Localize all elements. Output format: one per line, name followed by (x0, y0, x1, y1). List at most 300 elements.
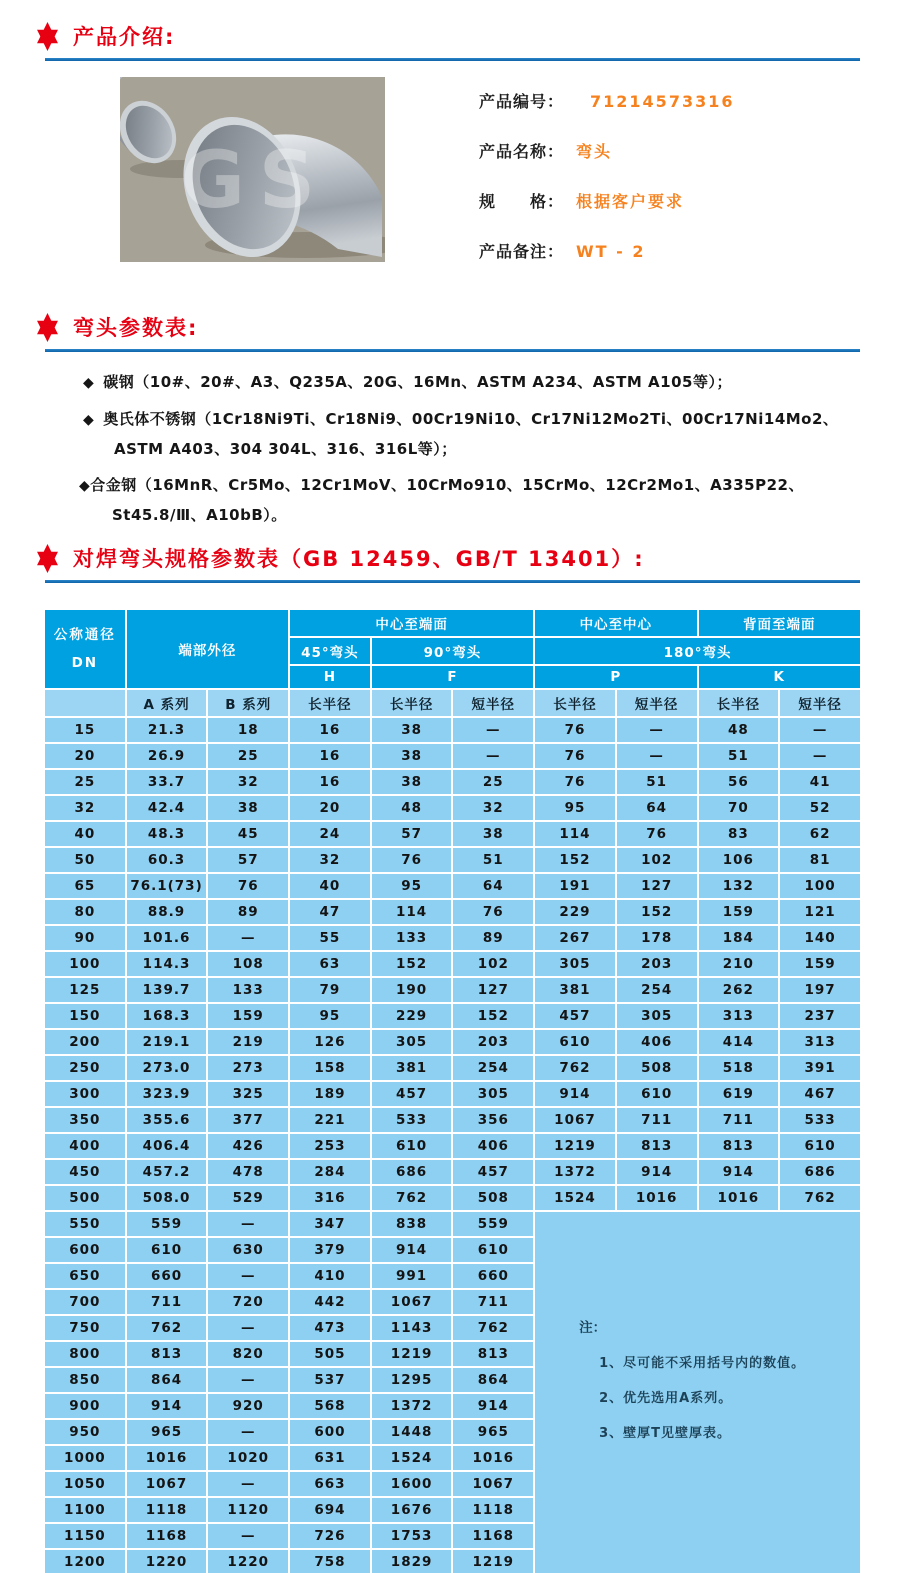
spec-cell: 89 (453, 926, 533, 950)
spec-cell: 610 (617, 1082, 697, 1106)
materials-list (62, 368, 857, 530)
spec-cell: 379 (290, 1238, 370, 1262)
spec-cell: 62 (780, 822, 860, 846)
spec-cell: 900 (45, 1394, 125, 1418)
spec-cell: 313 (780, 1030, 860, 1054)
header-h: H (290, 666, 370, 688)
spec-cell: 726 (290, 1524, 370, 1548)
spec-cell: 864 (127, 1368, 207, 1392)
spec-cell: 305 (617, 1004, 697, 1028)
spec-section-header (34, 540, 909, 576)
spec-cell: 237 (780, 1004, 860, 1028)
header-back-to-end: 背面至端面 (699, 610, 861, 636)
spec-cell: 1372 (372, 1394, 452, 1418)
spec-cell: 100 (45, 952, 125, 976)
field-value: 71214573316 (590, 92, 735, 111)
spec-cell: 184 (699, 926, 779, 950)
field-spec (479, 189, 734, 212)
spec-cell: 210 (699, 952, 779, 976)
spec-cell: 79 (290, 978, 370, 1002)
spec-cell: 1016 (127, 1446, 207, 1470)
header-end-outer-diameter: 端部外径 (127, 610, 288, 688)
spec-cell: 88.9 (127, 900, 207, 924)
spec-cell: — (208, 1368, 288, 1392)
header-180-elbow: 180°弯头 (535, 638, 860, 664)
spec-cell: 813 (699, 1134, 779, 1158)
spec-cell: 537 (290, 1368, 370, 1392)
spec-cell: 70 (699, 796, 779, 820)
spec-cell: 25 (45, 770, 125, 794)
spec-cell: 457.2 (127, 1160, 207, 1184)
spec-cell: 381 (535, 978, 615, 1002)
table-row (45, 1108, 860, 1132)
spec-cell: 26.9 (127, 744, 207, 768)
spec-cell: 1067 (372, 1290, 452, 1314)
spec-cell: 48 (699, 718, 779, 742)
spec-cell: 189 (290, 1082, 370, 1106)
spec-cell: 15 (45, 718, 125, 742)
spec-cell: 457 (453, 1160, 533, 1184)
spec-cell: 356 (453, 1108, 533, 1132)
note-item: 1、尽可能不采用括号内的数值。 (599, 1355, 806, 1371)
spec-cell: 229 (535, 900, 615, 924)
spec-cell: 750 (45, 1316, 125, 1340)
table-row (45, 610, 860, 636)
intro-section-header (34, 18, 909, 54)
subheader-series-a: A 系列 (127, 690, 207, 716)
spec-cell: 127 (453, 978, 533, 1002)
spec-cell: 650 (45, 1264, 125, 1288)
spec-cell: 191 (535, 874, 615, 898)
spec-cell: 508 (453, 1186, 533, 1210)
spec-cell: 203 (617, 952, 697, 976)
spec-cell: 720 (208, 1290, 288, 1314)
spec-cell: 508.0 (127, 1186, 207, 1210)
spec-cell: 41 (780, 770, 860, 794)
note-item: 2、优先选用A系列。 (599, 1390, 733, 1406)
spec-cell: 1220 (208, 1550, 288, 1573)
spec-cell: 533 (372, 1108, 452, 1132)
spec-cell: 610 (372, 1134, 452, 1158)
spec-cell: 150 (45, 1004, 125, 1028)
spec-cell: 95 (535, 796, 615, 820)
spec-cell: 1067 (127, 1472, 207, 1496)
spec-cell: 20 (290, 796, 370, 820)
spec-cell: 762 (127, 1316, 207, 1340)
spec-cell: 1168 (127, 1524, 207, 1548)
table-row (45, 1004, 860, 1028)
spec-cell: 568 (290, 1394, 370, 1418)
spec-cell: 267 (535, 926, 615, 950)
spec-cell: 152 (372, 952, 452, 976)
material-item-stainless-steel (62, 405, 857, 464)
spec-cell: 920 (208, 1394, 288, 1418)
spec-cell: 559 (127, 1212, 207, 1236)
spec-cell: 24 (290, 822, 370, 846)
spec-cell: 273.0 (127, 1056, 207, 1080)
spec-cell: 347 (290, 1212, 370, 1236)
spec-cell: 762 (780, 1186, 860, 1210)
spec-cell: 450 (45, 1160, 125, 1184)
spec-cell: 32 (453, 796, 533, 820)
spec-cell: 991 (372, 1264, 452, 1288)
spec-cell: 914 (127, 1394, 207, 1418)
table-row (45, 690, 860, 716)
spec-cell: 25 (208, 744, 288, 768)
spec-table-body (45, 610, 860, 1573)
header-center-to-center: 中心至中心 (535, 610, 696, 636)
spec-cell: 108 (208, 952, 288, 976)
spec-cell: 1120 (208, 1498, 288, 1522)
spec-cell: — (453, 744, 533, 768)
spec-cell: 45 (208, 822, 288, 846)
field-product-name (479, 139, 734, 162)
spec-cell: 253 (290, 1134, 370, 1158)
spec-cell: 559 (453, 1212, 533, 1236)
spec-cell: 610 (127, 1238, 207, 1262)
red-star-icon (34, 313, 61, 342)
subheader-long-radius: 长半径 (535, 690, 615, 716)
field-value: 弯头 (576, 142, 613, 161)
spec-cell: 83 (699, 822, 779, 846)
spec-cell: 38 (208, 796, 288, 820)
spec-cell: 762 (535, 1056, 615, 1080)
spec-cell: 457 (372, 1082, 452, 1106)
spec-cell: 1016 (453, 1446, 533, 1470)
subheader-empty (45, 690, 125, 716)
spec-cell: 197 (780, 978, 860, 1002)
spec-cell: 1100 (45, 1498, 125, 1522)
spec-cell: 478 (208, 1160, 288, 1184)
spec-cell: 762 (453, 1316, 533, 1340)
spec-cell: 1295 (372, 1368, 452, 1392)
spec-cell: 426 (208, 1134, 288, 1158)
spec-cell: 313 (699, 1004, 779, 1028)
spec-cell: 1020 (208, 1446, 288, 1470)
spec-cell: 1143 (372, 1316, 452, 1340)
header-p: P (535, 666, 696, 688)
spec-cell: 273 (208, 1056, 288, 1080)
spec-cell: 508 (617, 1056, 697, 1080)
spec-cell: 1220 (127, 1550, 207, 1573)
spec-cell: 114 (535, 822, 615, 846)
spec-cell: 159 (699, 900, 779, 924)
spec-cell: 758 (290, 1550, 370, 1573)
spec-cell: 76 (208, 874, 288, 898)
spec-cell: 168.3 (127, 1004, 207, 1028)
spec-cell: 686 (372, 1160, 452, 1184)
spec-cell: 38 (372, 718, 452, 742)
spec-cell: 660 (127, 1264, 207, 1288)
section-divider (45, 58, 860, 61)
spec-cell: 533 (780, 1108, 860, 1132)
subheader-long-radius: 长半径 (699, 690, 779, 716)
spec-cell: 813 (617, 1134, 697, 1158)
spec-cell: 406 (453, 1134, 533, 1158)
spec-cell: 76 (372, 848, 452, 872)
spec-cell: 52 (780, 796, 860, 820)
spec-cell: 33.7 (127, 770, 207, 794)
spec-cell: 38 (372, 770, 452, 794)
spec-cell: 391 (780, 1056, 860, 1080)
spec-cell: 32 (208, 770, 288, 794)
subheader-long-radius: 长半径 (290, 690, 370, 716)
spec-cell: 410 (290, 1264, 370, 1288)
spec-cell: 305 (372, 1030, 452, 1054)
table-row (45, 952, 860, 976)
spec-cell: 1118 (127, 1498, 207, 1522)
spec-cell: — (453, 718, 533, 742)
spec-cell: 76 (535, 770, 615, 794)
spec-cell: 32 (45, 796, 125, 820)
spec-cell: — (780, 744, 860, 768)
spec-cell: 57 (372, 822, 452, 846)
spec-cell: 133 (372, 926, 452, 950)
material-text: 碳钢（10#、20#、A3、Q235A、20G、16Mn、ASTM A234、ASTM A105等）； (103, 373, 732, 391)
table-row (45, 1134, 860, 1158)
spec-cell: 95 (290, 1004, 370, 1028)
spec-cell: 89 (208, 900, 288, 924)
spec-cell: 50 (45, 848, 125, 872)
spec-cell: 76 (535, 744, 615, 768)
product-fields (479, 77, 734, 289)
spec-cell: 686 (780, 1160, 860, 1184)
header-center-to-end: 中心至端面 (290, 610, 533, 636)
spec-cell: 47 (290, 900, 370, 924)
spec-cell: — (208, 1420, 288, 1444)
spec-cell: 48.3 (127, 822, 207, 846)
spec-cell: 1150 (45, 1524, 125, 1548)
spec-table (43, 608, 862, 1573)
spec-cell: 40 (290, 874, 370, 898)
spec-cell: 133 (208, 978, 288, 1002)
spec-cell: 139.7 (127, 978, 207, 1002)
spec-cell: 178 (617, 926, 697, 950)
subheader-short-radius: 短半径 (617, 690, 697, 716)
table-row (45, 978, 860, 1002)
header-f: F (372, 666, 533, 688)
table-notes (535, 1212, 860, 1573)
table-row (45, 796, 860, 820)
spec-cell: 838 (372, 1212, 452, 1236)
spec-cell: 40 (45, 822, 125, 846)
product-photo (120, 77, 385, 262)
diamond-bullet-icon: ◆ (83, 375, 95, 391)
notes-title: 注： (579, 1319, 607, 1336)
spec-cell: 254 (453, 1056, 533, 1080)
spec-cell: 56 (699, 770, 779, 794)
table-row (45, 1056, 860, 1080)
spec-cell: 16 (290, 770, 370, 794)
spec-cell: 305 (535, 952, 615, 976)
material-text: 合金钢（16MnR、Cr5Mo、12Cr1MoV、10CrMo910、15CrMo、12Cr2Mo1、A335P22、St45.8/Ⅲ、A10bB）。 (90, 476, 804, 524)
photo-watermark: GS (180, 136, 330, 226)
spec-cell: 16 (290, 744, 370, 768)
material-item-carbon-steel (62, 368, 857, 398)
material-item-alloy-steel (62, 471, 857, 530)
spec-cell: 76.1(73) (127, 874, 207, 898)
spec-cell: 800 (45, 1342, 125, 1366)
spec-cell: 65 (45, 874, 125, 898)
spec-cell: 38 (453, 822, 533, 846)
spec-cell: 1016 (617, 1186, 697, 1210)
spec-cell: 850 (45, 1368, 125, 1392)
spec-cell: 132 (699, 874, 779, 898)
spec-cell: — (208, 1524, 288, 1548)
spec-cell: 965 (127, 1420, 207, 1444)
spec-cell: 102 (617, 848, 697, 872)
spec-cell: 700 (45, 1290, 125, 1314)
spec-cell: 610 (453, 1238, 533, 1262)
spec-cell: 529 (208, 1186, 288, 1210)
material-text: 奥氏体不锈钢（1Cr18Ni9Ti、Cr18Ni9、00Cr19Ni10、Cr17Ni12Mo2Ti、00Cr17Ni14Mo2、ASTM A403、304 304L、316、316L等）； (103, 410, 839, 458)
spec-cell: 1219 (453, 1550, 533, 1573)
spec-cell: 76 (535, 718, 615, 742)
spec-cell: 125 (45, 978, 125, 1002)
spec-cell: 1067 (535, 1108, 615, 1132)
spec-cell: 914 (617, 1160, 697, 1184)
spec-cell: 25 (453, 770, 533, 794)
spec-cell: 1829 (372, 1550, 452, 1573)
spec-cell: 55 (290, 926, 370, 950)
spec-cell: 152 (453, 1004, 533, 1028)
table-row (45, 1160, 860, 1184)
spec-cell: 914 (453, 1394, 533, 1418)
spec-cell: 229 (372, 1004, 452, 1028)
spec-cell: 114 (372, 900, 452, 924)
spec-cell: — (208, 1264, 288, 1288)
spec-cell: 106 (699, 848, 779, 872)
spec-cell: 694 (290, 1498, 370, 1522)
spec-cell: 16 (290, 718, 370, 742)
spec-cell: 711 (453, 1290, 533, 1314)
spec-cell: 663 (290, 1472, 370, 1496)
spec-cell: 600 (45, 1238, 125, 1262)
field-value: WT - 2 (576, 242, 646, 261)
spec-cell: 323.9 (127, 1082, 207, 1106)
spec-cell: 400 (45, 1134, 125, 1158)
spec-cell: 20 (45, 744, 125, 768)
spec-cell: 121 (780, 900, 860, 924)
spec-cell: 381 (372, 1056, 452, 1080)
spec-cell: 1524 (372, 1446, 452, 1470)
spec-cell: 126 (290, 1030, 370, 1054)
elbow-photo-graphic (120, 77, 385, 262)
spec-cell: 76 (453, 900, 533, 924)
subheader-series-b: B 系列 (208, 690, 288, 716)
header-45-elbow: 45°弯头 (290, 638, 370, 664)
spec-cell: — (208, 1472, 288, 1496)
product-block (120, 77, 909, 289)
spec-cell: 76 (617, 822, 697, 846)
field-label: 产品名称： (479, 142, 565, 161)
spec-cell: 219 (208, 1030, 288, 1054)
spec-cell: 200 (45, 1030, 125, 1054)
field-label: 规 格： (479, 192, 565, 211)
spec-cell: 190 (372, 978, 452, 1002)
table-row (45, 744, 860, 768)
spec-cell: 51 (617, 770, 697, 794)
red-star-icon (34, 544, 61, 573)
spec-cell: 1524 (535, 1186, 615, 1210)
spec-cell: 406 (617, 1030, 697, 1054)
spec-cell: 219.1 (127, 1030, 207, 1054)
spec-cell: 457 (535, 1004, 615, 1028)
spec-cell: — (208, 1212, 288, 1236)
subheader-short-radius: 短半径 (780, 690, 860, 716)
spec-cell: 127 (617, 874, 697, 898)
spec-cell: 550 (45, 1212, 125, 1236)
spec-cell: 159 (208, 1004, 288, 1028)
spec-cell: 1000 (45, 1446, 125, 1470)
spec-cell: 1050 (45, 1472, 125, 1496)
spec-cell: 203 (453, 1030, 533, 1054)
red-star-icon (34, 22, 61, 51)
spec-cell: 813 (453, 1342, 533, 1366)
spec-cell: 51 (699, 744, 779, 768)
spec-cell: 619 (699, 1082, 779, 1106)
field-label: 产品编号： (479, 92, 565, 111)
spec-cell: 1219 (372, 1342, 452, 1366)
spec-cell: 18 (208, 718, 288, 742)
header-nominal-diameter: 公称通径 DN (45, 610, 125, 688)
spec-section-title: 对焊弯头规格参数表（GB 12459、GB/T 13401）: (73, 547, 645, 571)
spec-cell: 950 (45, 1420, 125, 1444)
spec-cell: 57 (208, 848, 288, 872)
spec-cell: 414 (699, 1030, 779, 1054)
params-section-title: 弯头参数表: (73, 316, 199, 340)
table-row (45, 822, 860, 846)
spec-cell: 1168 (453, 1524, 533, 1548)
spec-cell: 377 (208, 1108, 288, 1132)
table-row (45, 770, 860, 794)
spec-cell: 1676 (372, 1498, 452, 1522)
diamond-bullet-icon: ◆ (83, 412, 95, 428)
spec-cell: 284 (290, 1160, 370, 1184)
params-section-header (34, 309, 909, 345)
spec-cell: 406.4 (127, 1134, 207, 1158)
spec-cell: 48 (372, 796, 452, 820)
spec-cell: 1067 (453, 1472, 533, 1496)
spec-cell: 762 (372, 1186, 452, 1210)
section-divider (45, 580, 860, 583)
spec-cell: 95 (372, 874, 452, 898)
spec-cell: 711 (127, 1290, 207, 1314)
table-row (45, 900, 860, 924)
field-value: 根据客户要求 (576, 192, 685, 211)
spec-cell: 965 (453, 1420, 533, 1444)
diamond-bullet-icon: ◆ (79, 478, 91, 494)
spec-cell: 63 (290, 952, 370, 976)
spec-cell: 1600 (372, 1472, 452, 1496)
spec-cell: 467 (780, 1082, 860, 1106)
spec-cell: 1372 (535, 1160, 615, 1184)
spec-cell: 90 (45, 926, 125, 950)
spec-cell: 158 (290, 1056, 370, 1080)
section-divider (45, 349, 860, 352)
spec-cell: 60.3 (127, 848, 207, 872)
spec-cell: 473 (290, 1316, 370, 1340)
spec-cell: 1753 (372, 1524, 452, 1548)
spec-cell: 1448 (372, 1420, 452, 1444)
spec-cell: 42.4 (127, 796, 207, 820)
spec-cell: 140 (780, 926, 860, 950)
spec-cell: 102 (453, 952, 533, 976)
field-label: 产品备注： (479, 242, 565, 261)
table-row (45, 1030, 860, 1054)
spec-cell: 630 (208, 1238, 288, 1262)
spec-cell: 51 (453, 848, 533, 872)
